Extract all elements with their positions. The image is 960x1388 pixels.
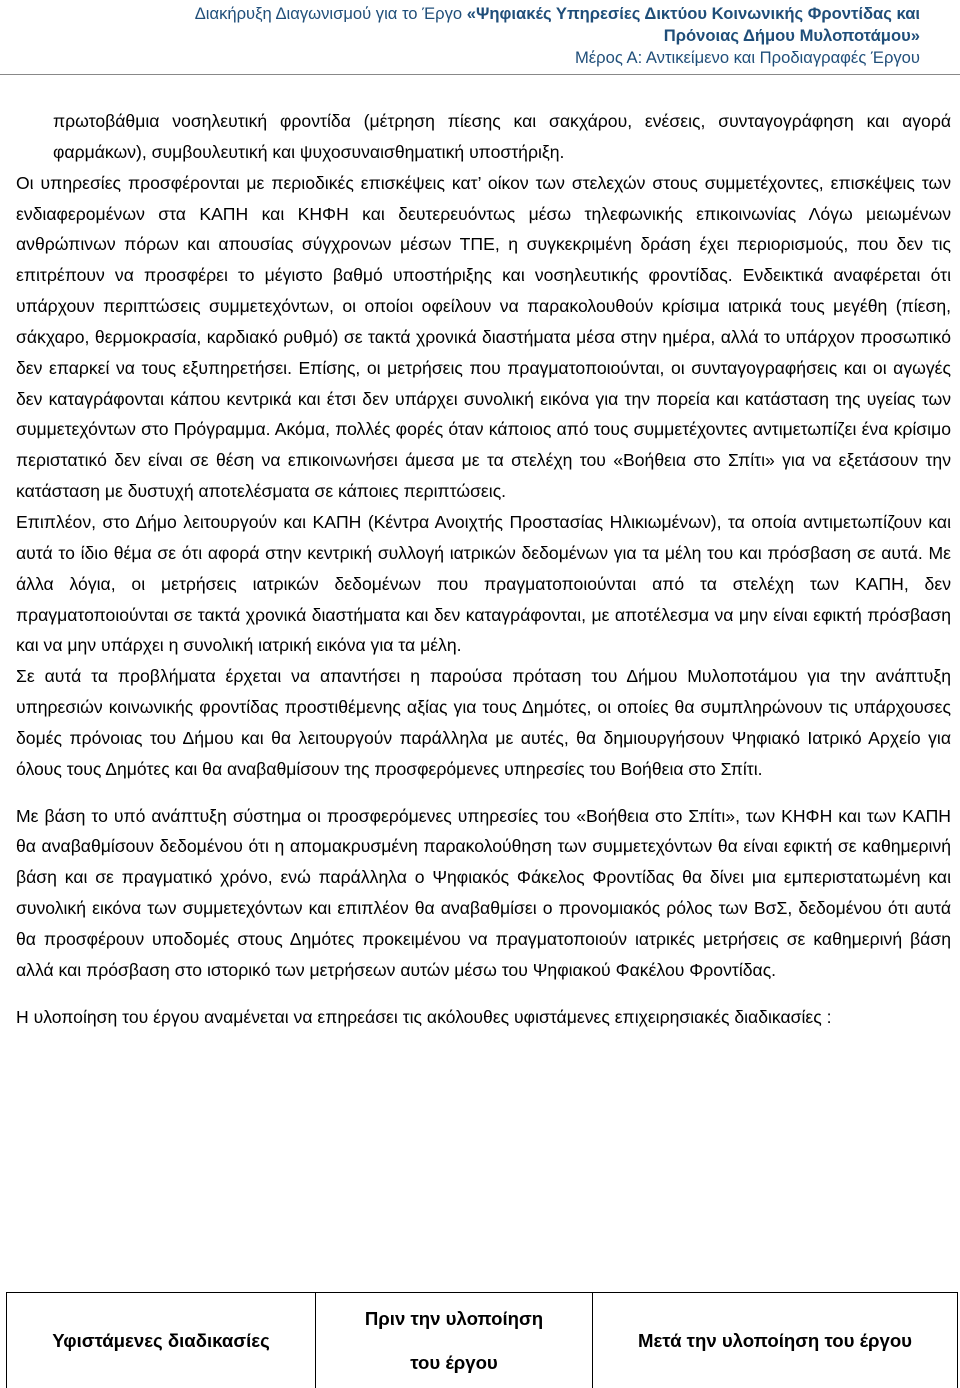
table-header-before-line2: του έργου <box>410 1351 498 1373</box>
processes-table <box>6 1292 958 1388</box>
header-line-2 <box>0 25 920 47</box>
paragraph-gap <box>16 986 951 1002</box>
paragraph-1: πρωτοβάθμια νοσηλευτική φροντίδα (μέτρηση πίεσης και σακχάρου, ενέσεις, συνταγογράφηση και αγορά φαρμάκων), συμβουλευτική και ψυχοσυναισθηματική υποστήριξη. <box>53 111 951 162</box>
table-header-before <box>316 1293 593 1388</box>
page-header <box>0 0 960 69</box>
paragraph-6: Η υλοποίηση του έργου αναμένεται να επηρεάσει τις ακόλουθες υφιστάμενες επιχειρησιακές διαδικασίες : <box>16 1006 832 1027</box>
header-line-1 <box>0 0 920 25</box>
paragraph-3: Επιπλέον, στο Δήμο λειτουργούν και ΚΑΠΗ (Κέντρα Ανοιχτής Προστασίας Ηλικιωμένων), τα οποία αντιμετωπίζουν και αυτά το ίδιο θέμα σε ότι αφορά στην κεντρική συλλογή ιατρικών δεδομένων για τα μέλη του και πρόσβαση σε αυτά. Με άλλα λόγια, οι μετρήσεις ιατρικών δεδομένων που πραγματοποιούνται από τα στελέχη των ΚΑΠΗ, δεν πραγματοποιούνται σε τακτά χρονικά διαστήματα και δεν καταγράφονται, με αποτέλεσμα να μην είναι εφικτή πρόσβαση και να μην υπάρχει η συνολική ιατρική εικόνα για τα μέλη. <box>16 511 951 656</box>
header-part-title: Μέρος Α: Αντικείμενο και Προδιαγραφές Έργου <box>574 48 920 67</box>
header-prefix: Διακήρυξη Διαγωνισμού για το Έργο <box>194 4 467 23</box>
paragraph-gap <box>16 785 951 801</box>
header-project-title-cont: Πρόνοιας Δήμου Μυλοποτάμου» <box>663 26 920 45</box>
document-body <box>16 106 951 1032</box>
table-header-before-line1: Πριν την υλοποίηση <box>364 1307 544 1329</box>
table-header-existing: Υφιστάμενες διαδικασίες <box>7 1293 316 1388</box>
paragraph-2: Οι υπηρεσίες προσφέρονται με περιοδικές επισκέψεις κατ’ οίκον των στελεχών στους συμμετέχοντες, επισκέψεις των ενδιαφερομένων στα ΚΑΠΗ και ΚΗΦΗ και δευτερευόντως μέσω τηλεφωνικής επικοινωνίας Λόγω μειωμένων ανθρώπινων πόρων και απουσίας σύγχρονων μέσων ΤΠΕ, η συγκεκριμένη δράση έχει περιορισμούς, που δεν τις επιτρέπουν να προσφέρει το μέγιστο βαθμό υποστήριξης και νοσηλευτικής φροντίδας. Ενδεικτικά αναφέρεται ότι υπάρχουν περιπτώσεις συμμετεχόντων, οι οποίοι οφείλουν να παρακολουθούν κρίσιμα ιατρικά τους μεγέθη (πίεση, σάκχαρο, θερμοκρασία, καρδιακό ρυθμό) σε τακτά χρονικά διαστήματα μέσα στην ημέρα, αλλά το υπάρχον προσωπικό δεν επαρκεί να τους εξυπηρετήσει. Επίσης, οι μετρήσεις που πραγματοποιούνται, οι συνταγογραφήσεις και οι αγωγές δεν καταγράφονται κάπου κεντρικά και έτσι δεν υπάρχει συνολική εικόνα για την πορεία και κατάσταση της υγείας των συμμετεχόντων στο Πρόγραμμα. Ακόμα, πολλές φορές όταν κάποιος από τους συμμετέχοντες αντιμετωπίζει ένα κρίσιμο περιστατικό δεν είναι σε θέση να επικοινωνήσει άμεσα με τα στελέχη του «Βοήθεια στο Σπίτι» για να εξετάσουν την κατάσταση με δυστυχή αποτελέσματα σε κάποιες περιπτώσεις. <box>16 172 951 502</box>
table-header-after: Μετά την υλοποίηση του έργου <box>593 1293 958 1388</box>
paragraph-5: Με βάση το υπό ανάπτυξη σύστημα οι προσφερόμενες υπηρεσίες του «Βοήθεια στο Σπίτι», των ΚΗΦΗ και των ΚΑΠΗ θα αναβαθμίσουν δεδομένου ότι η απομακρυσμένη παρακολούθηση των συμμετεχόντων θα είναι εφικτή σε καθημερινή βάση και σε πραγματικό χρόνο, ενώ παράλληλα ο Ψηφιακός Φάκελος Φροντίδας θα δίνει μια εμπεριστατωμένη και συνολική εικόνα των συμμετεχόντων και επιπλέον θα αναβαθμίσει ο προνομιακός ρόλος των ΒσΣ, δεδομένου ότι αυτά θα προσφέρουν υποδομές στους Δημότες προκειμένου να πραγματοποιούν ιατρικές μετρήσεις σε καθημερινή βάση αλλά και πρόσβαση στο ιστορικό των μετρήσεων αυτών μέσω του Ψηφιακού Φακέλου Φροντίδας. <box>16 805 951 980</box>
header-divider <box>0 74 960 75</box>
paragraph-4: Σε αυτά τα προβλήματα έρχεται να απαντήσει η παρούσα πρόταση του Δήμου Μυλοποτάμου για την ανάπτυξη υπηρεσιών κοινωνικής φροντίδας προστιθέμενης αξίας για τους Δημότες, οι οποίες θα συμπληρώνουν τις υπάρχουσες δομές πρόνοιας του Δήμου και θα λειτουργούν παράλληλα με αυτές, θα δημιουργήσουν Ψηφιακό Ιατρικό Αρχείο για όλους τους Δημότες και θα αναβαθμίσουν της προσφερόμενες υπηρεσίες του Βοήθεια στο Σπίτι. <box>16 666 951 779</box>
table-header-row <box>7 1293 958 1388</box>
header-project-title: «Ψηφιακές Υπηρεσίες Δικτύου Κοινωνικής Φροντίδας και <box>466 4 920 23</box>
